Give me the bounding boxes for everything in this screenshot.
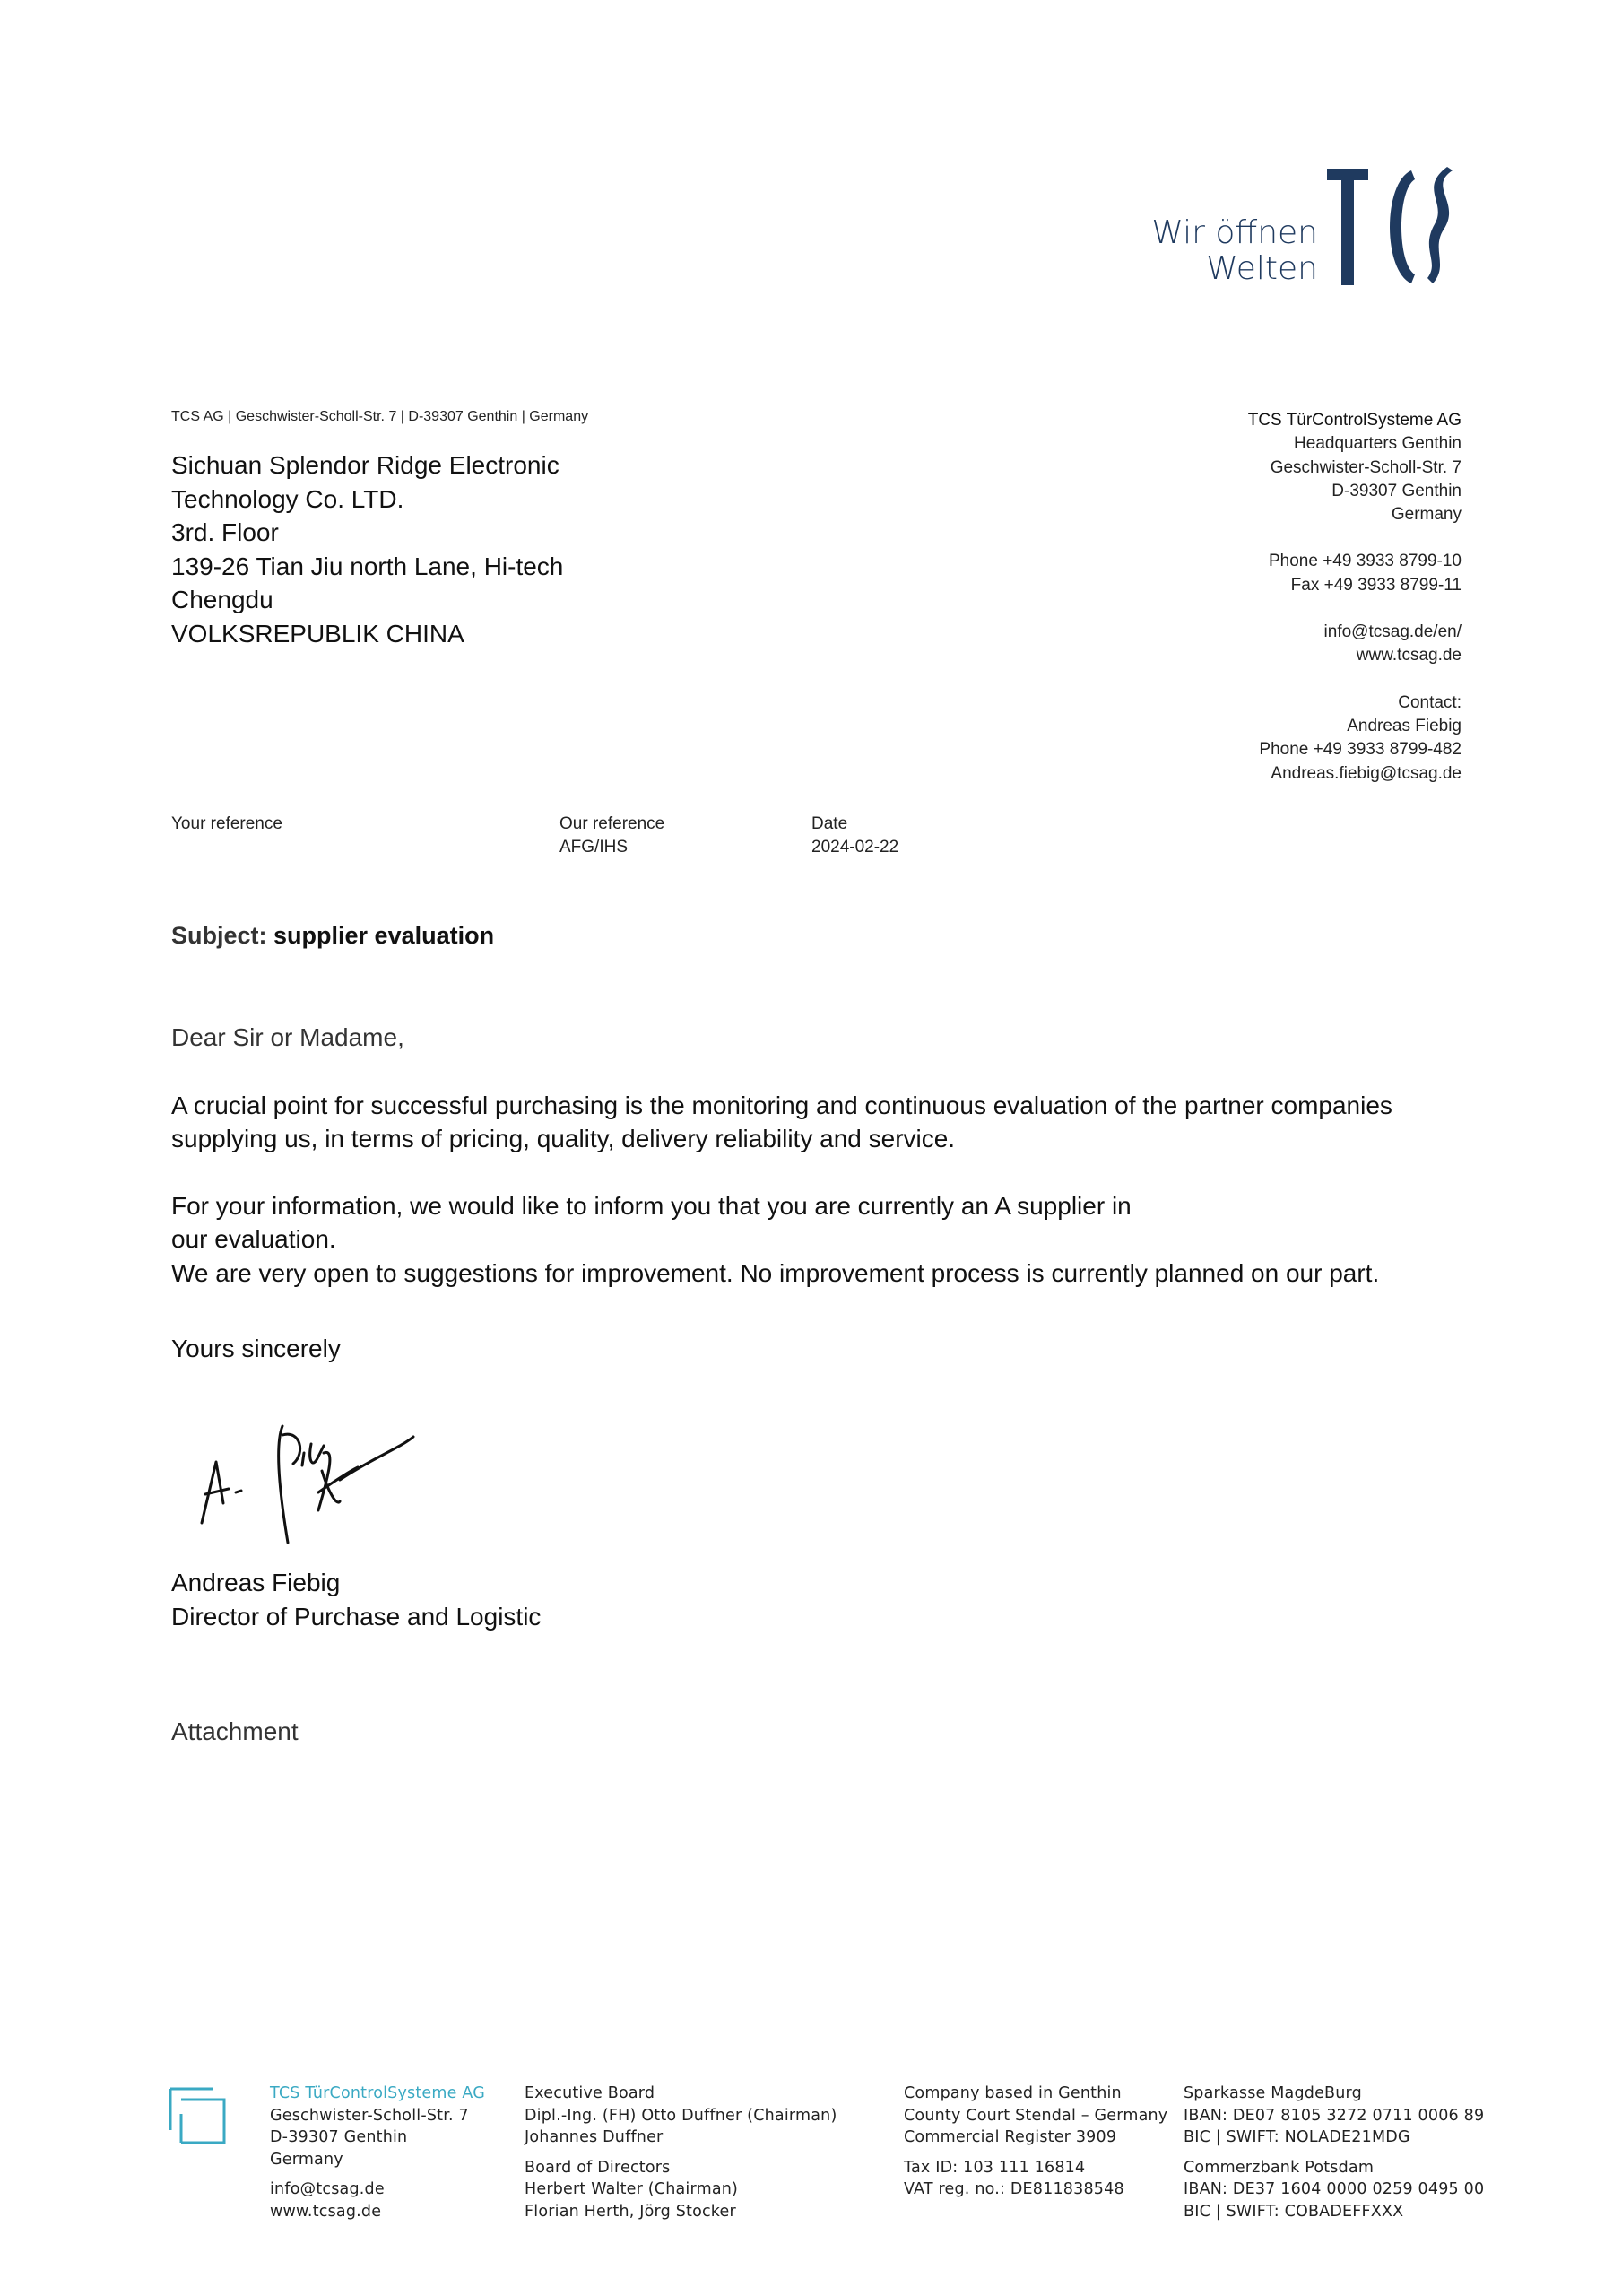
company-phone: Phone +49 3933 8799-10	[1268, 552, 1462, 571]
company-hq: Headquarters Genthin	[1294, 434, 1462, 454]
footer-company-name: TCS TürControlSysteme AG	[270, 2084, 485, 2102]
letter-body	[171, 1021, 1462, 1366]
recipient-line: 139-26 Tian Jiu north Lane, Hi-tech	[171, 552, 564, 580]
company-email[interactable]: info@tcsag.de/en/	[1323, 622, 1462, 642]
footer-exec-label: Executive Board	[525, 2084, 655, 2102]
footer-tax: Tax ID: 103 111 16814	[904, 2158, 1086, 2177]
date-value: 2024-02-22	[811, 838, 899, 857]
company-info-block	[1103, 409, 1462, 786]
recipient-line: 3rd. Floor	[171, 518, 279, 546]
subject-text: supplier evaluation	[273, 922, 495, 949]
footer-register: Commercial Register 3909	[904, 2128, 1117, 2146]
footer-bank-2: Commerzbank Potsdam	[1184, 2158, 1375, 2177]
footer-based: Company based in Genthin	[904, 2084, 1122, 2102]
paragraph-2-line-2: our evaluation.	[171, 1225, 336, 1253]
footer-management	[525, 2083, 837, 2222]
subject-line	[171, 922, 494, 950]
footer-country: Germany	[270, 2150, 343, 2169]
signatory-name: Andreas Fiebig	[171, 1569, 341, 1596]
company-fax: Fax +49 3933 8799-11	[1290, 575, 1462, 595]
handwritten-signature	[193, 1417, 426, 1552]
greeting: Dear Sir or Madame,	[171, 1023, 404, 1051]
company-country: Germany	[1391, 505, 1462, 525]
footer-exec-2: Johannes Duffner	[525, 2128, 664, 2146]
footer-iban-1: IBAN: DE07 8105 3272 0711 0006 89	[1184, 2106, 1485, 2125]
footer-bic-1: BIC | SWIFT: NOLADE21MDG	[1184, 2128, 1410, 2146]
your-reference	[171, 813, 282, 836]
footer-street: Geschwister-Scholl-Str. 7	[270, 2106, 469, 2125]
footer-banking	[1184, 2083, 1484, 2222]
footer-address	[270, 2083, 485, 2222]
our-reference-value: AFG/IHS	[559, 838, 629, 857]
paragraph-1-line-1: A crucial point for successful purchasing is the monitoring and continuous evaluation of the partner companies	[171, 1091, 1392, 1119]
company-web[interactable]: www.tcsag.de	[1356, 646, 1462, 665]
footer-exec-1: Dipl.-Ing. (FH) Otto Duffner (Chairman)	[525, 2106, 837, 2125]
date-label: Date	[811, 814, 848, 833]
logo-tagline-line1: Wir öffnen	[1151, 214, 1318, 251]
footer-vat: VAT reg. no.: DE811838548	[904, 2180, 1124, 2198]
company-city: D-39307 Genthin	[1331, 481, 1462, 500]
paragraph-2-line-1: For your information, we would like to inform you that you are currently an A supplier in	[171, 1191, 1132, 1220]
footer-registration	[904, 2083, 1167, 2201]
footer-web[interactable]: www.tcsag.de	[270, 2202, 382, 2221]
our-reference	[559, 813, 664, 859]
logo-tagline	[1139, 215, 1318, 287]
recipient-address	[171, 448, 563, 650]
closing: Yours sincerely	[171, 1335, 341, 1362]
contact-phone: Phone +49 3933 8799-482	[1259, 740, 1462, 760]
contact-name: Andreas Fiebig	[1347, 716, 1462, 735]
footer-bic-2: BIC | SWIFT: COBADEFFXXX	[1184, 2202, 1404, 2221]
tcs-footer-logo-icon	[169, 2087, 226, 2144]
letter-date	[811, 813, 898, 859]
footer-bank-1: Sparkasse MagdeBurg	[1184, 2084, 1362, 2102]
footer-board-2: Florian Herth, Jörg Stocker	[525, 2202, 736, 2221]
footer-email[interactable]: info@tcsag.de	[270, 2180, 385, 2198]
footer-board-label: Board of Directors	[525, 2158, 671, 2177]
footer-city: D-39307 Genthin	[270, 2128, 408, 2146]
our-reference-label: Our reference	[559, 814, 665, 833]
footer-iban-2: IBAN: DE37 1604 0000 0259 0495 00	[1184, 2180, 1485, 2198]
logo-tagline-line2: Welten	[1206, 250, 1318, 287]
recipient-line: Sichuan Splendor Ridge Electronic	[171, 451, 559, 479]
company-street: Geschwister-Scholl-Str. 7	[1270, 457, 1462, 477]
recipient-line: Chengdu	[171, 586, 273, 613]
recipient-line: Technology Co. LTD.	[171, 484, 404, 513]
footer-board-1: Herbert Walter (Chairman)	[525, 2180, 739, 2198]
attachment-label: Attachment	[171, 1718, 299, 1745]
subject-label: Subject:	[171, 922, 267, 949]
company-name: TCS TürControlSysteme AG	[1247, 411, 1462, 430]
signatory-title: Director of Purchase and Logistic	[171, 1602, 542, 1631]
tcs-logo-mark	[1327, 167, 1462, 287]
contact-label: Contact:	[1398, 692, 1462, 712]
signatory	[171, 1566, 541, 1633]
recipient-line: VOLKSREPUBLIK CHINA	[171, 619, 464, 648]
sender-return-line: TCS AG | Geschwister-Scholl-Str. 7 | D-39307 Genthin | Germany	[171, 409, 589, 424]
your-reference-label: Your reference	[171, 814, 282, 833]
paragraph-2-line-3: We are very open to suggestions for improvement. No improvement process is currently planned on our part.	[171, 1258, 1380, 1287]
contact-email[interactable]: Andreas.fiebig@tcsag.de	[1271, 763, 1462, 783]
paragraph-1-line-2: supplying us, in terms of pricing, quality, delivery reliability and service.	[171, 1125, 956, 1152]
footer-court: County Court Stendal – Germany	[904, 2106, 1168, 2125]
